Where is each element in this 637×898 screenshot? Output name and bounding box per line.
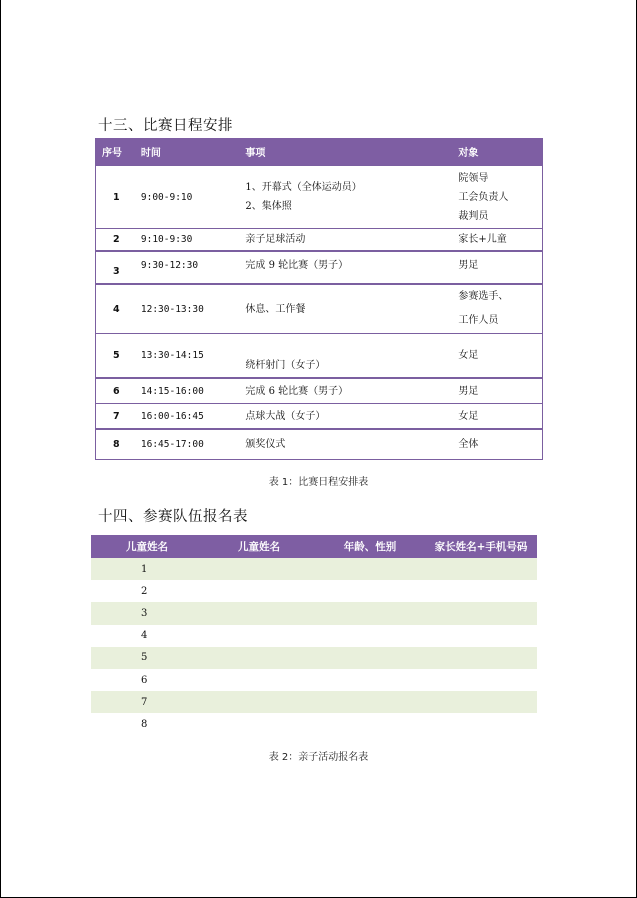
section-13-title: 十三、比赛日程安排 bbox=[98, 118, 233, 134]
schedule-table bbox=[95, 138, 543, 460]
table-row bbox=[91, 580, 537, 602]
table-2-caption: 表 2：亲子活动报名表 bbox=[268, 752, 369, 763]
table-row bbox=[91, 691, 537, 713]
row-no: 8 bbox=[141, 718, 148, 730]
row-target: 家长+儿童 bbox=[458, 234, 507, 245]
row-target: 院领导 工会负责人 裁判员 bbox=[458, 172, 509, 222]
section-14-title: 十四、参赛队伍报名表 bbox=[98, 509, 248, 525]
table-row bbox=[91, 669, 537, 691]
row-no: 5 bbox=[141, 652, 148, 664]
row-no: 6 bbox=[141, 674, 148, 686]
row-items: 1、开幕式（全体运动员） 2、集体照 bbox=[245, 182, 362, 212]
row-target: 女足 bbox=[458, 350, 479, 361]
header-item: 事项 bbox=[245, 148, 266, 159]
row-items: 点球大战（女子） bbox=[245, 410, 326, 422]
registration-header-row bbox=[91, 535, 537, 558]
table-1-caption: 表 1：比赛日程安排表 bbox=[268, 477, 369, 488]
table-row bbox=[96, 250, 542, 283]
registration-table bbox=[91, 535, 537, 736]
row-no: 3 bbox=[141, 607, 148, 619]
table-row bbox=[96, 428, 542, 459]
row-time: 9:10-9:30 bbox=[140, 234, 193, 245]
row-items: 休息、工作餐 bbox=[245, 303, 306, 315]
row-time: 16:00-16:45 bbox=[140, 410, 204, 422]
row-no: 1 bbox=[113, 191, 120, 203]
table-row bbox=[96, 228, 542, 250]
table-row bbox=[96, 377, 542, 403]
row-no: 4 bbox=[141, 630, 148, 642]
row-time: 14:15-16:00 bbox=[140, 385, 204, 397]
table-row bbox=[91, 713, 537, 735]
table-row bbox=[91, 647, 537, 669]
table-row bbox=[96, 403, 542, 428]
row-target: 参赛选手、 工作人员 bbox=[458, 291, 509, 326]
row-no: 7 bbox=[141, 696, 148, 708]
table-row bbox=[91, 602, 537, 624]
row-items: 绕杆射门（女子） bbox=[245, 360, 326, 371]
row-no: 2 bbox=[141, 585, 148, 597]
row-no: 5 bbox=[113, 350, 120, 361]
row-target: 男足 bbox=[458, 260, 479, 271]
row-items: 完成 9 轮比赛（男子） bbox=[245, 260, 349, 271]
table-row bbox=[91, 558, 537, 580]
row-items: 亲子足球活动 bbox=[245, 234, 306, 245]
row-items: 完成 6 轮比赛（男子） bbox=[245, 385, 349, 397]
header-no: 序号 bbox=[102, 148, 122, 159]
row-target: 男足 bbox=[458, 385, 479, 397]
table-row bbox=[91, 625, 537, 647]
row-time: 9:00-9:10 bbox=[140, 191, 193, 203]
header-target: 对象 bbox=[458, 148, 479, 159]
header-age-gender: 年龄、性别 bbox=[343, 541, 397, 553]
row-time: 9:30-12:30 bbox=[140, 260, 199, 271]
row-no: 7 bbox=[113, 410, 120, 422]
row-time: 13:30-14:15 bbox=[140, 350, 204, 361]
header-parent-phone: 家长姓名+手机号码 bbox=[434, 541, 528, 553]
row-no: 8 bbox=[113, 439, 120, 450]
row-no: 6 bbox=[113, 385, 120, 397]
row-time: 16:45-17:00 bbox=[140, 439, 204, 450]
row-target: 全体 bbox=[458, 439, 479, 450]
row-time: 12:30-13:30 bbox=[140, 303, 204, 315]
row-target: 女足 bbox=[458, 410, 479, 422]
table-row bbox=[96, 283, 542, 333]
row-no: 4 bbox=[113, 303, 120, 315]
table-row bbox=[96, 333, 542, 377]
row-no: 3 bbox=[113, 266, 120, 277]
header-child-name: 儿童姓名 bbox=[126, 541, 168, 553]
row-items: 颁奖仪式 bbox=[245, 439, 286, 450]
row-no: 2 bbox=[113, 234, 120, 245]
table-row bbox=[96, 165, 542, 228]
header-child-name-2: 儿童姓名 bbox=[238, 541, 280, 553]
schedule-header-row bbox=[96, 138, 542, 165]
row-no: 1 bbox=[141, 563, 148, 575]
header-time: 时间 bbox=[140, 148, 161, 159]
